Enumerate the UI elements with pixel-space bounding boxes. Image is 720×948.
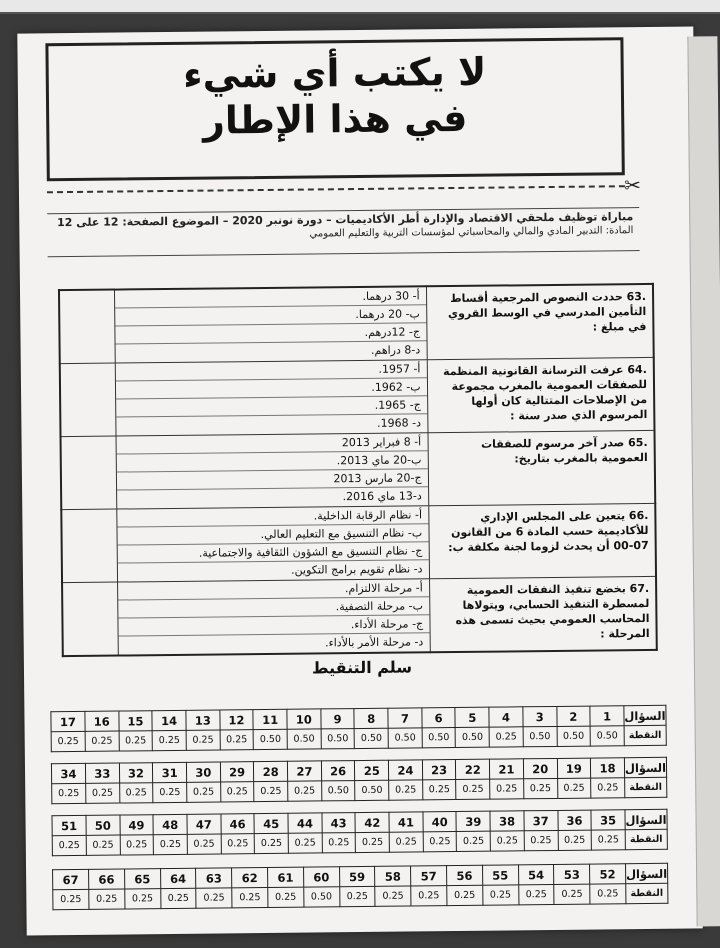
question-number-cell: 60 [303,867,339,887]
question-text: .63 حددت النصوص المرجعية أقساط التأمين المدرسي في الوسط القروي في مبلغ : [426,284,654,360]
question-number-cell: 56 [446,865,482,885]
points-cell: 0.25 [322,833,356,853]
question-number-cell: 50 [86,815,120,835]
points-cell: 0.25 [389,780,423,800]
question-number-cell: 58 [375,866,411,886]
frame-line-2: في هذا الإطار [202,95,468,143]
question-number-cell: 32 [119,763,153,783]
points-cell: 0.50 [422,728,456,748]
points-cell: 0.50 [287,729,321,749]
question-number-cell: 25 [355,760,389,780]
points-cell: 0.25 [447,885,483,905]
question-number-cell: 57 [411,866,447,886]
points-cell: 0.25 [186,730,220,750]
points-cell: 0.25 [51,731,85,751]
points-cell: 0.50 [303,887,339,907]
answer-option: ب-20 ماي 2013. [117,451,428,472]
exam-header-subject: المادة: التدبير المادي والمالي والمحاسباتي لمؤسسات التربية والتعليم العمومي [309,225,634,240]
question-number-cell: 7 [388,708,422,728]
answer-option: د- مرحلة الأمر بالأداء. [324,635,424,650]
points-cell: 0.25 [254,781,288,801]
question-number-cell: 9 [321,709,355,729]
question-number-cell: 14 [152,710,186,730]
points-cell: 0.25 [591,778,625,798]
page-edge [687,36,720,926]
points-cell: 0.25 [518,884,554,904]
question-number-cell: 23 [422,760,456,780]
answer-options [115,360,427,436]
points-cell: 0.25 [53,889,89,909]
scissors-icon: ✂ [624,173,642,198]
points-cell: 0.25 [339,886,375,906]
points-cell: 0.50 [590,726,624,746]
points-cell: 0.25 [288,833,322,853]
points-cell: 0.25 [120,835,154,855]
points-cell: 0.50 [321,729,355,749]
question-number-cell: 61 [267,867,303,887]
question-number-cell: 66 [89,869,125,889]
answer-option: أ- 30 درهما. [115,287,426,308]
points-cell: 0.25 [52,783,86,803]
question-number-cell: 64 [160,868,196,888]
points-cell: 0.50 [557,726,591,746]
points-cell: 0.25 [268,887,304,907]
question-text: .65 صدر آخر مرسوم للصفقات العمومية بالمغرب بتاريخ: [428,430,656,505]
points-cell: 0.25 [523,778,557,798]
answer-option: د- 1968. [377,416,422,430]
points-cell: 0.25 [52,835,86,855]
frame-line-1: لا يكتب أي شيء [182,49,487,97]
points-cell: 0.25 [554,884,590,904]
points-cell: 0.25 [85,731,119,751]
top-page-strip [0,0,720,14]
answer-box[interactable] [59,290,115,364]
points-cell: 0.25 [160,888,196,908]
question-number-cell: 47 [187,814,221,834]
points-cell: 0.25 [125,889,161,909]
question-number-cell: 48 [153,814,187,834]
scoring-grid [51,757,667,804]
points-cell: 0.50 [456,727,490,747]
answer-options [117,506,429,582]
points-cell: 0.25 [255,833,289,853]
exam-header-title: مباراة توظيف ملحقي الاقتصاد والإدارة أطر الأكاديميات – دورة نونبر 2020 – الموضوع الصفحة: 12 على 12 [56,210,634,230]
question-number-cell: 49 [120,815,154,835]
question-number-cell: 42 [355,812,389,832]
question-number-cell: 55 [482,865,518,885]
points-cell: 0.25 [356,832,390,852]
points-cell: 0.25 [489,727,523,747]
question-label: السؤال [625,863,667,883]
points-cell: 0.25 [490,831,524,851]
question-number-cell: 16 [85,711,119,731]
questions-table [58,283,658,657]
points-label: النقطة [624,725,666,745]
question-number-cell: 4 [489,707,523,727]
scoring-grid [52,863,668,910]
points-cell: 0.25 [482,885,518,905]
points-label: النقطة [625,829,667,849]
points-cell: 0.25 [187,834,221,854]
question-text: .67 بخضع تنفيذ النفقات العمومية لمسطرة التنفيذ الحسابي، ويتولاها المحاسب العمومي بحيث تسمى هذه المرحلة : [429,576,657,652]
question-number-cell: 38 [490,811,524,831]
question-number-cell: 63 [196,868,232,888]
question-row [59,284,654,364]
points-cell: 0.50 [388,728,422,748]
question-number-cell: 43 [322,813,356,833]
question-row [61,503,656,582]
points-cell: 0.25 [524,830,558,850]
question-number-cell: 45 [254,813,288,833]
points-cell: 0.25 [153,782,187,802]
answer-option: ب- 1962. [116,378,427,399]
question-text: .64 عرفت الترسانة القانونية المنظمة للصفقات العمومية بالمغرب مجموعة من الإصلاحات المتتالية كان أولها المرسوم الذي صدر سنة : [427,357,655,432]
question-number-cell: 31 [153,762,187,782]
question-number-cell: 12 [220,710,254,730]
points-cell: 0.25 [411,886,447,906]
answer-box[interactable] [61,509,117,583]
question-number-cell: 26 [321,761,355,781]
answer-options [116,433,428,509]
answer-option: د- نظام تقويم برامج التكوين. [291,562,423,577]
question-number-cell: 46 [221,814,255,834]
points-cell: 0.25 [490,779,524,799]
question-number-cell: 6 [422,708,456,728]
cut-line [47,185,625,193]
question-number-cell: 3 [523,706,557,726]
exam-header [47,207,639,257]
question-label: السؤال [624,757,666,777]
question-number-cell: 65 [124,869,160,889]
question-number-cell: 67 [53,869,89,889]
answer-option: د-8 دراهم. [370,343,421,357]
question-number-cell: 20 [523,758,557,778]
points-label: النقطة [626,883,668,903]
points-cell: 0.25 [86,783,120,803]
answer-option: ج-20 مارس 2013 [117,469,428,490]
points-cell: 0.50 [523,726,557,746]
scoring-grid [50,705,666,752]
scale-title: سلم التنقيط [311,657,413,678]
points-cell: 0.25 [152,730,186,750]
answer-options [115,286,427,363]
points-cell: 0.25 [119,731,153,751]
question-number-cell: 39 [456,811,490,831]
answer-option: ب- مرحلة التصفية. [118,597,429,618]
answer-option: أ- نظام الرقابة الداخلية. [117,506,428,527]
answer-box[interactable] [60,363,116,437]
points-cell: 0.25 [457,831,491,851]
answer-option: ب- 20 درهما. [115,305,426,326]
points-cell: 0.25 [288,781,322,801]
points-cell: 0.25 [590,884,626,904]
question-number-cell: 35 [591,810,625,830]
question-number-cell: 1 [590,706,624,726]
points-cell: 0.25 [220,730,254,750]
question-number-cell: 62 [232,867,268,887]
question-number-cell: 8 [354,708,388,728]
question-row [60,357,655,436]
question-number-cell: 33 [85,763,119,783]
question-row [61,430,656,509]
question-number-cell: 27 [287,761,321,781]
points-cell: 0.25 [456,779,490,799]
question-number-cell: 53 [554,864,590,884]
exam-page [17,26,702,935]
no-write-frame [45,37,624,181]
points-cell: 0.25 [232,887,268,907]
question-number-cell: 44 [288,813,322,833]
points-label: النقطة [625,777,667,797]
question-number-cell: 24 [389,760,423,780]
points-cell: 0.25 [221,834,255,854]
points-cell: 0.50 [253,729,287,749]
answer-option: ج- مرحلة الأداء. [119,615,430,636]
points-cell: 0.25 [591,830,625,850]
question-number-cell: 41 [389,812,423,832]
question-number-cell: 5 [455,707,489,727]
answer-option: ج- نظام التنسيق مع الشؤون الثقافية والاجتماعية. [118,542,429,563]
answer-option: أ- 8 فبراير 2013 [117,433,428,454]
question-number-cell: 22 [456,759,490,779]
answer-option: أ- 1957. [116,360,427,381]
points-cell: 0.25 [375,886,411,906]
question-number-cell: 30 [186,762,220,782]
question-number-cell: 29 [220,762,254,782]
question-number-cell: 34 [51,763,85,783]
question-number-cell: 17 [51,711,85,731]
question-number-cell: 36 [557,810,591,830]
question-row [62,576,657,656]
question-number-cell: 18 [591,758,625,778]
answer-options [118,579,430,656]
points-cell: 0.25 [389,832,423,852]
question-number-cell: 52 [590,864,626,884]
question-number-cell: 28 [254,761,288,781]
question-number-cell: 2 [556,706,590,726]
points-cell: 0.25 [423,832,457,852]
question-number-cell: 51 [52,815,86,835]
question-text: .66 يتعين على المجلس الإداري للأكاديمية حسب المادة 6 من القانون 07-00 أن يحدث لزوما لجنة مكلفة ب: [428,503,656,578]
question-number-cell: 13 [186,710,220,730]
answer-option: أ- مرحلة الالتزام. [118,579,429,600]
question-number-cell: 21 [490,759,524,779]
points-cell: 0.25 [89,889,125,909]
points-cell: 0.25 [422,780,456,800]
points-cell: 0.50 [321,781,355,801]
question-number-cell: 54 [518,864,554,884]
answer-box[interactable] [62,582,118,656]
question-label: السؤال [624,705,666,725]
points-cell: 0.50 [355,780,389,800]
answer-option: ج- 1965. [116,396,427,417]
points-cell: 0.25 [153,834,187,854]
question-label: السؤال [625,809,667,829]
answer-option: ج- 12درهم. [116,323,427,344]
answer-option: ب- نظام التنسيق مع التعليم العالي. [118,524,429,545]
question-number-cell: 40 [423,812,457,832]
answer-option: د-13 ماي 2016. [342,489,422,504]
points-cell: 0.25 [557,778,591,798]
question-number-cell: 10 [287,709,321,729]
question-number-cell: 15 [118,711,152,731]
question-number-cell: 59 [339,866,375,886]
answer-box[interactable] [61,436,117,510]
question-number-cell: 37 [524,810,558,830]
question-number-cell: 11 [253,709,287,729]
scoring-grid [51,809,667,856]
points-cell: 0.50 [354,728,388,748]
points-cell: 0.25 [558,830,592,850]
points-cell: 0.25 [187,782,221,802]
points-cell: 0.25 [86,835,120,855]
points-cell: 0.25 [220,782,254,802]
question-number-cell: 19 [557,758,591,778]
points-cell: 0.25 [196,888,232,908]
points-cell: 0.25 [119,783,153,803]
